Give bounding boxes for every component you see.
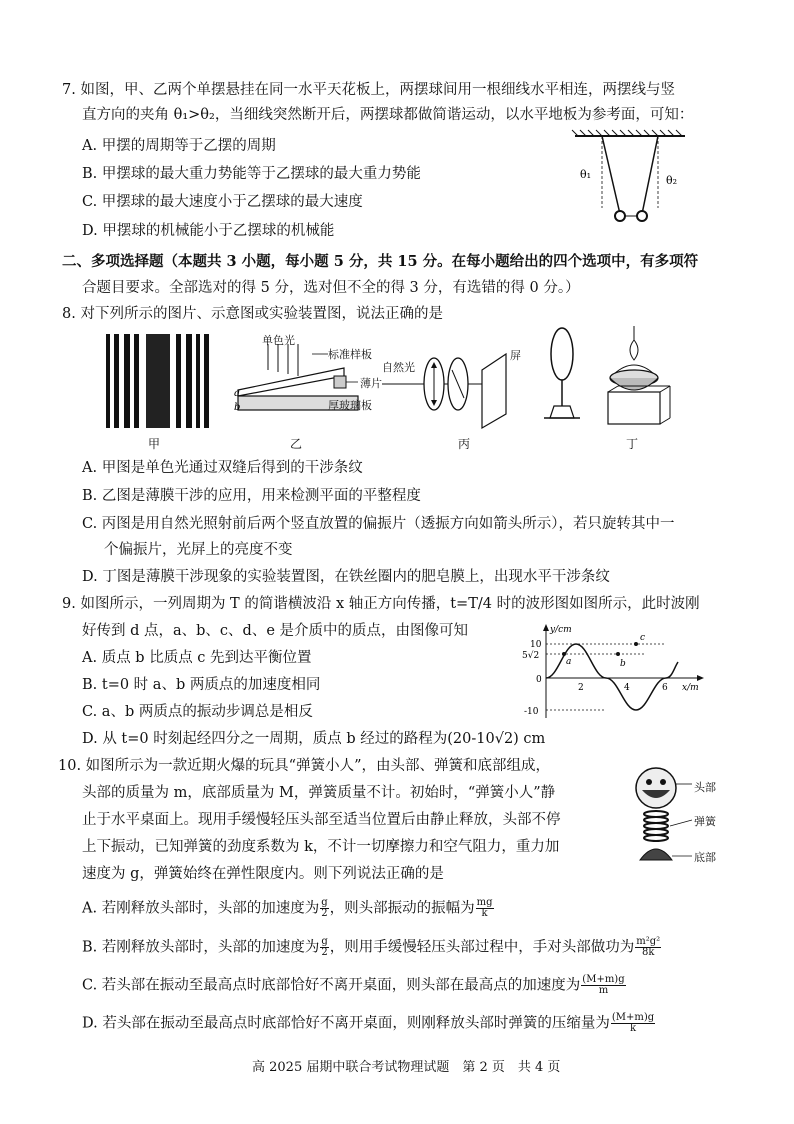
q10-a-text-mid: ，则头部振动的振幅为 xyxy=(329,900,475,917)
q8-label-ding: 丁 xyxy=(626,437,639,451)
q10-fig-spring-label: 弹簧 xyxy=(694,815,716,828)
q9-tick-y0: 0 xyxy=(536,675,542,685)
q10-a-accel-fraction: $\frac{g}{2}$ xyxy=(321,897,328,919)
q8-yi-thin-sheet: 薄片 xyxy=(360,377,382,390)
q10-d-text-pre: D. 若头部在振动至最高点时底部恰好不离开桌面，则刚释放头部时弹簧的压缩量为 xyxy=(82,1015,610,1032)
q8-option-d: D. 丁图是薄膜干涉现象的实验装置图，在铁丝圈内的肥皂膜上，出现水平干涉条纹 xyxy=(82,569,610,585)
q9-stem-line1: 9. 如图所示，一列周期为 T 的简谐横波沿 x 轴正方向传播，t=T/4 时的波形图如图所示，此时波刚 xyxy=(62,596,700,612)
q9-point-c: c xyxy=(640,633,646,643)
q10-a-text-pre: A. 若刚释放头部时，头部的加速度为 xyxy=(82,900,320,917)
q10-b-accel-fraction: $\frac{g}{2}$ xyxy=(321,936,328,958)
q7-option-a: A. 甲摆的周期等于乙摆的周期 xyxy=(82,138,276,154)
q7-pendulum-figure xyxy=(570,128,690,234)
q9-stem-line2: 好传到 d 点，a、b、c、d、e 是介质中的质点，由图像可知 xyxy=(82,623,469,639)
q8-yi-thick-glass: 厚玻璃板 xyxy=(328,399,372,412)
q7-theta2-label: θ₂ xyxy=(666,174,678,187)
q10-option-d xyxy=(82,1013,656,1034)
q8-label-bing: 丙 xyxy=(458,437,471,451)
q9-tick-x6: 6 xyxy=(662,683,668,693)
q10-option-c xyxy=(82,975,627,996)
q10-a-amplitude-fraction: $\frac{mg}{k}$ xyxy=(476,897,493,919)
q8-stem: 8. 对下列所示的图片、示意图或实验装置图，说法正确的是 xyxy=(62,306,443,322)
q9-tick-y10: 10 xyxy=(530,640,542,650)
q8-yi-label-a: a xyxy=(234,388,240,399)
section2-line1: 二、多项选择题（本题共 3 小题，每小题 5 分，共 15 分。在每小题给出的四个选项中，有多项符 xyxy=(62,253,699,270)
q10-option-b xyxy=(82,937,662,958)
q8-yi-mono-light: 单色光 xyxy=(262,334,295,347)
q7-stem-line1: 7. 如图，甲、乙两个单摆悬挂在同一水平天花板上，两摆球间用一根细线水平相连，两摆线与竖 xyxy=(62,82,675,98)
q10-option-a xyxy=(82,898,495,919)
q9-tick-ym10: -10 xyxy=(524,707,539,717)
q10-stem-line4: 上下振动，已知弹簧的劲度系数为 k，不计一切摩擦力和空气阻力，重力加 xyxy=(82,839,560,855)
q8-figure-ding-apparatus xyxy=(540,322,690,432)
q8-yi-standard-plate: 标准样板 xyxy=(328,348,372,361)
q7-option-d: D. 甲摆球的机械能小于乙摆球的机械能 xyxy=(82,223,335,239)
page-footer: 高 2025 届期中联合考试物理试题 第 2 页 共 4 页 xyxy=(252,1060,561,1075)
q10-b-text-pre: B. 若刚释放头部时，头部的加速度为 xyxy=(82,939,320,956)
q8-label-jia: 甲 xyxy=(148,437,161,451)
q8-option-a: A. 甲图是单色光通过双缝后得到的干涉条纹 xyxy=(82,460,363,476)
q10-spring-toy-figure xyxy=(624,764,704,868)
q8-bing-natural-light: 自然光 xyxy=(382,361,415,374)
q9-option-d: D. 从 t=0 时刻起经四分之一周期，质点 b 经过的路程为(20-10√2) cm xyxy=(82,731,546,747)
q10-c-accel-fraction: $\frac{(M+m)g}{m}$ xyxy=(582,974,625,996)
q7-theta1-label: θ₁ xyxy=(580,168,592,181)
q10-stem-line5: 速度为 g，弹簧始终在弹性限度内。则下列说法正确的是 xyxy=(82,866,444,882)
q8-yi-label-b: b xyxy=(234,402,241,413)
q8-option-c-line1: C. 丙图是用自然光照射前后两个竖直放置的偏振片（透振方向如箭头所示），若只旋转其中一 xyxy=(82,516,675,532)
q10-b-work-fraction: $\frac{\text{m²g²}}{8k}$ xyxy=(636,936,661,958)
q9-tick-x4: 4 xyxy=(624,683,630,693)
q9-point-b: b xyxy=(620,659,626,669)
q10-b-text-mid: ，则用手缓慢轻压头部过程中，手对头部做功为 xyxy=(329,939,635,956)
section2-line2: 合题目要求。全部选对的得 5 分，选对但不全的得 3 分，有选错的得 0 分。） xyxy=(82,280,580,296)
q8-figure-bing-polarizers xyxy=(382,338,522,430)
q8-figure-jia-fringes xyxy=(104,334,216,430)
q9-option-a: A. 质点 b 比质点 c 先到达平衡位置 xyxy=(82,650,312,666)
q9-option-c: C. a、b 两质点的振动步调总是相反 xyxy=(82,704,313,720)
q10-stem-line1: 10. 如图所示为一款近期火爆的玩具“弹簧小人”，由头部、弹簧和底部组成， xyxy=(58,758,550,774)
q7-option-b: B. 甲摆球的最大重力势能等于乙摆球的最大重力势能 xyxy=(82,166,421,182)
q10-fig-head-label: 头部 xyxy=(694,781,716,794)
q9-tick-y5root2: 5√2 xyxy=(522,651,540,661)
q7-stem-line2: 直方向的夹角 θ₁>θ₂，当细线突然断开后，两摆球都做简谐运动，以水平地板为参考面，可知： xyxy=(82,107,694,123)
q9-option-b: B. t=0 时 a、b 两质点的加速度相同 xyxy=(82,677,321,693)
q10-stem-line3: 止于水平桌面上。现用手缓慢轻压头部至适当位置后由静止释放，头部不停 xyxy=(82,812,561,828)
q9-xlabel: x/m xyxy=(682,683,699,693)
q8-bing-screen: 屏 xyxy=(510,349,521,362)
q10-stem-line2: 头部的质量为 m，底部质量为 M，弹簧质量不计。初始时，“弹簧小人”静 xyxy=(82,785,556,801)
q9-ylabel: y/cm xyxy=(550,625,572,635)
q7-option-c: C. 甲摆球的最大速度小于乙摆球的最大速度 xyxy=(82,194,363,210)
q9-tick-x2: 2 xyxy=(578,683,584,693)
q8-option-c-line2: 个偏振片，光屏上的亮度不变 xyxy=(104,542,293,558)
q10-d-compression-fraction: $\frac{(M+m)g}{k}$ xyxy=(611,1012,655,1034)
q10-fig-base-label: 底部 xyxy=(694,851,716,864)
q8-label-yi: 乙 xyxy=(290,437,303,451)
q8-option-b: B. 乙图是薄膜干涉的应用，用来检测平面的平整程度 xyxy=(82,488,421,504)
q9-point-a: a xyxy=(566,657,572,667)
q10-c-text-pre: C. 若头部在振动至最高点时底部恰好不离开桌面，则头部在最高点的加速度为 xyxy=(82,977,581,994)
q9-wave-graph xyxy=(506,622,706,722)
